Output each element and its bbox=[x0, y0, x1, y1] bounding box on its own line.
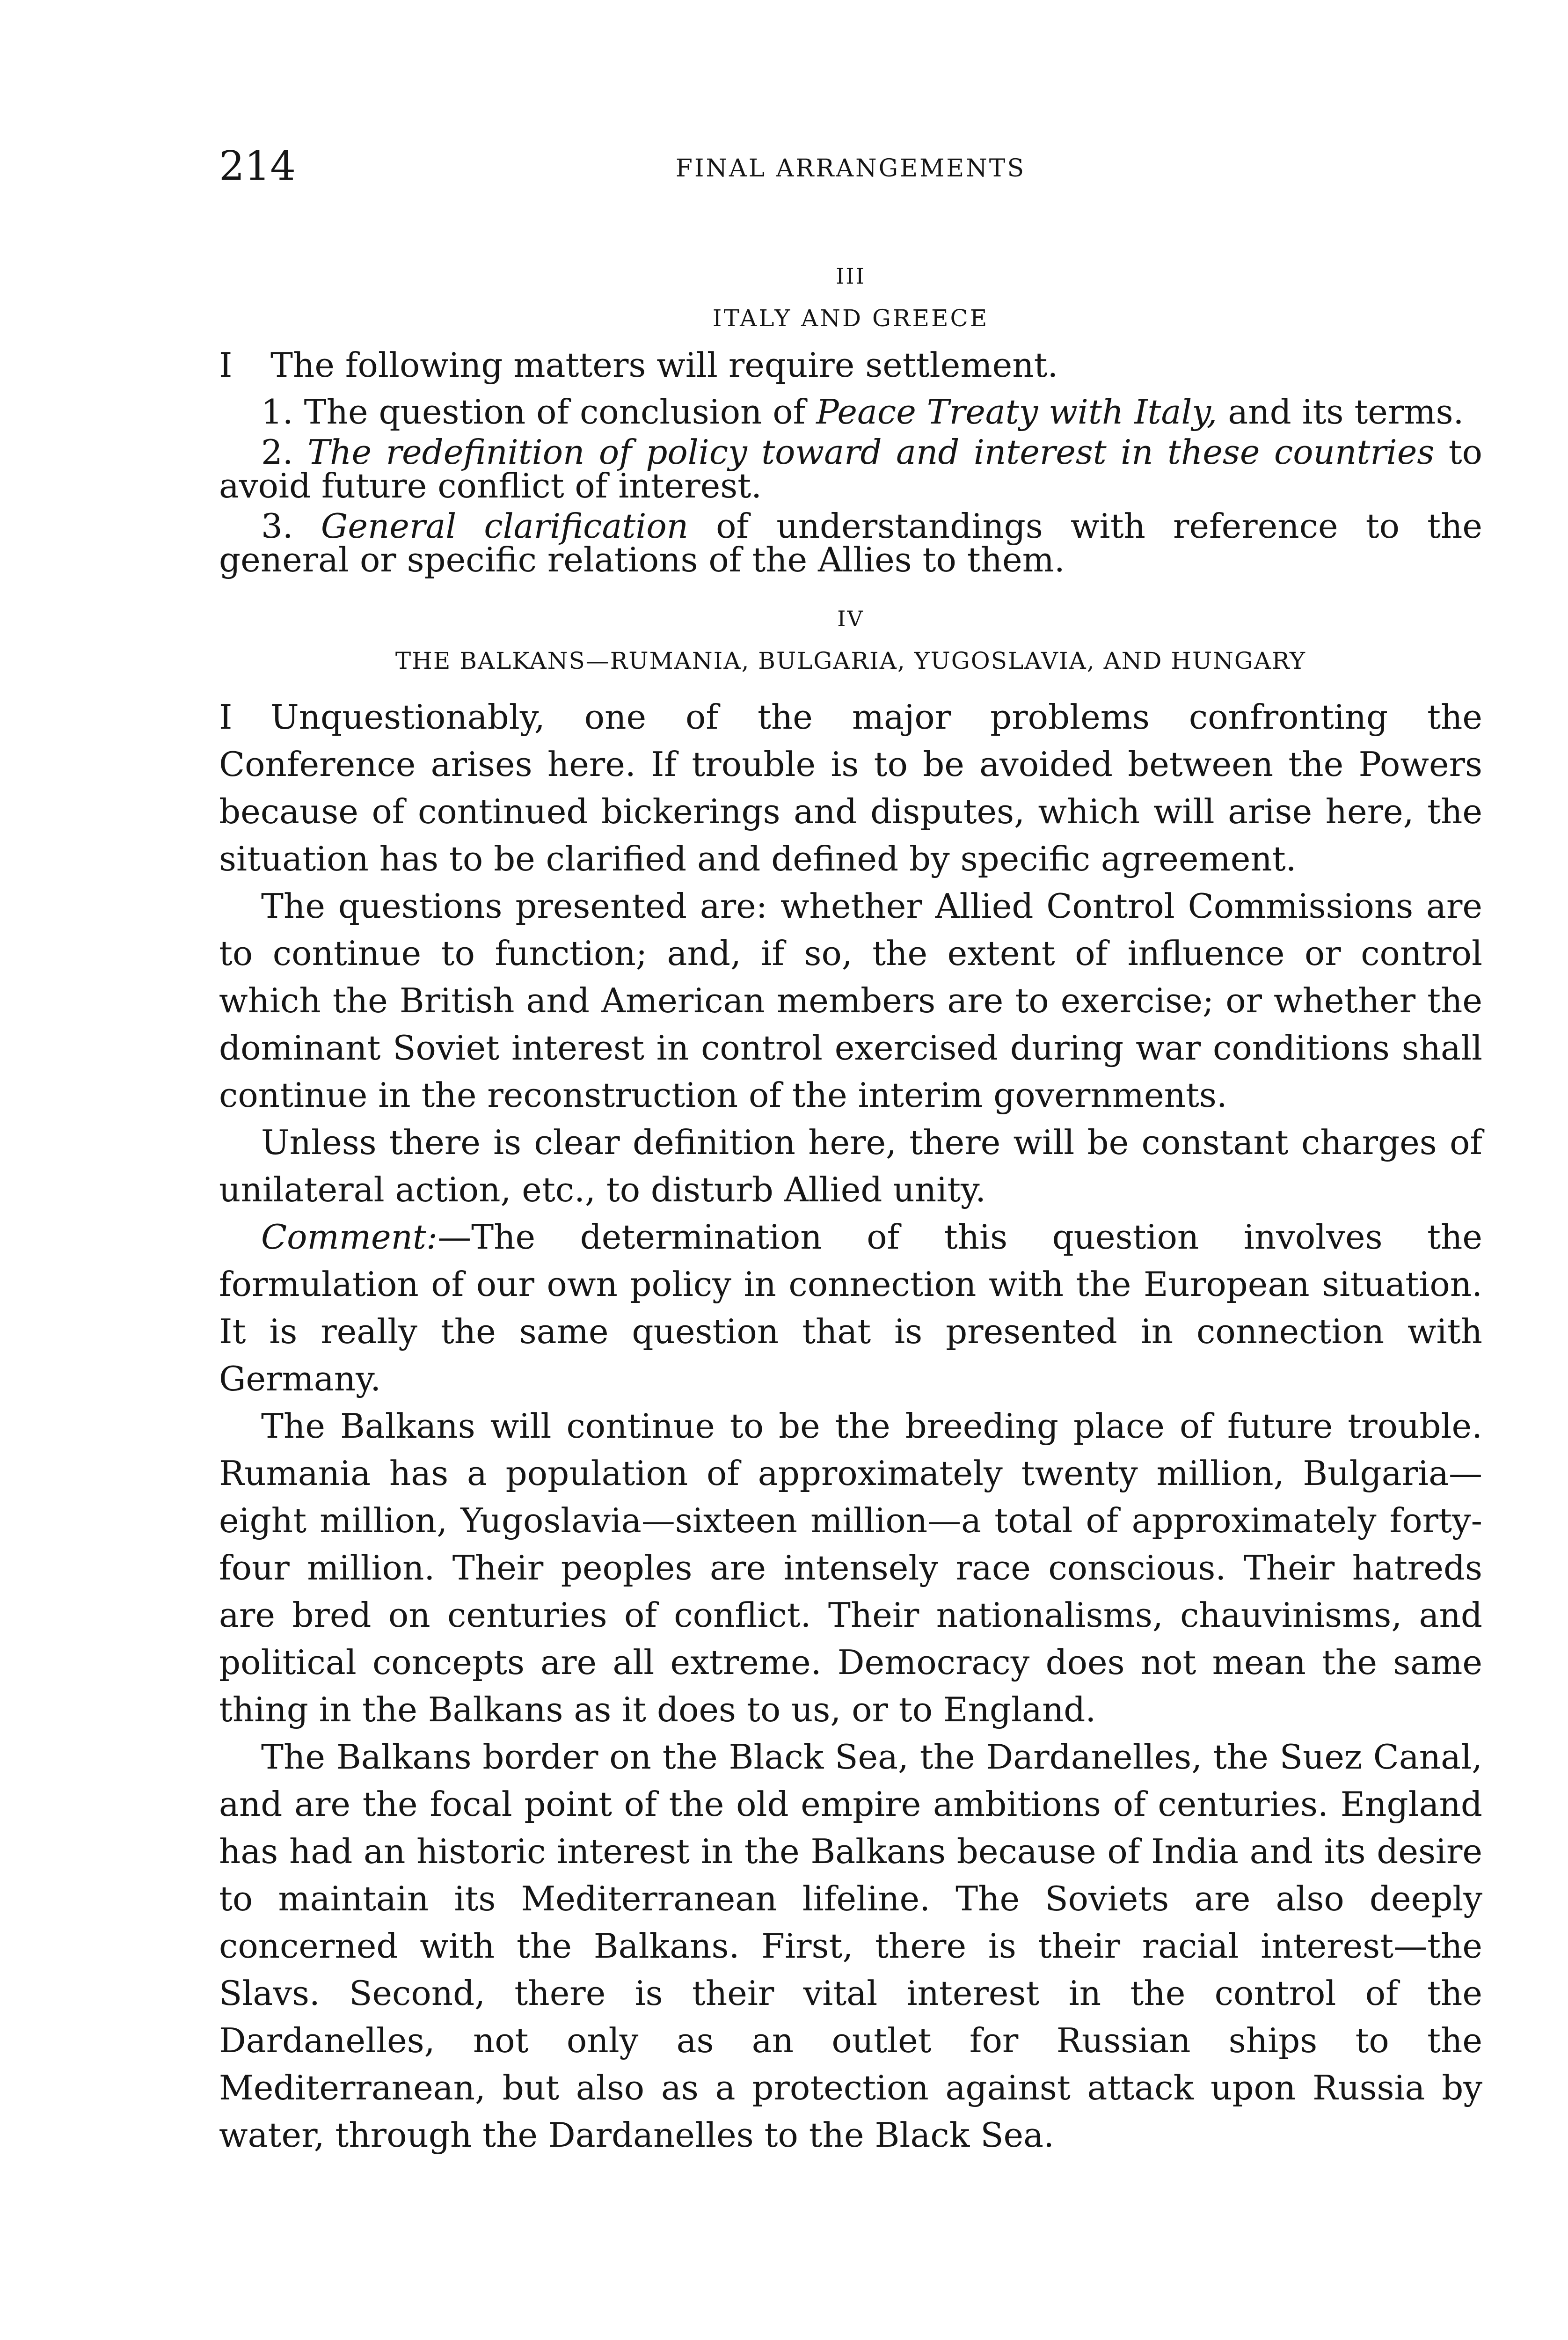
list-item: 2. The redefinition of policy toward and interest in these countries to avoid future conflict of interest. bbox=[219, 432, 1483, 505]
section-numeral: III bbox=[836, 263, 866, 289]
comment-label: Comment: bbox=[261, 1217, 438, 1257]
paragraph: The questions presented are: whether Allied Control Commissions are to continue to function; and, if so, the extent of influence or control which the British and American members are to exercise; or whether the dominant Soviet interest in control exercised during war conditions shall continue in the reconstruction of the interim governments. bbox=[219, 886, 1482, 1115]
intro-text: The following matters will require settlement. bbox=[270, 345, 1058, 385]
running-head bbox=[219, 140, 1482, 206]
list-item: 1. The question of conclusion of Peace Treaty with Italy, and its terms. bbox=[261, 392, 1464, 431]
section-numeral: IV bbox=[837, 606, 864, 631]
paragraph: The Balkans will continue to be the breeding place of future trouble. Rumania has a population of approximately twenty million, Bulgaria—eight million, Yugoslavia—sixteen million—a total of approximately forty-four million. Their peoples are intensely race conscious. Their hatreds are bred on centuries of conflict. Their nationalisms, chauvinisms, and political concepts are all extreme. Democracy does not mean the same thing in the Balkans as it does to us, or to England. bbox=[219, 1406, 1482, 1729]
book-page bbox=[219, 140, 1482, 2159]
section-intro bbox=[219, 342, 1482, 388]
paragraph: The Balkans border on the Black Sea, the Dardanelles, the Suez Canal, and are the focal point of the old empire ambitions of centuries. England has had an historic interest in the Balkans because of India and its desire to maintain its Mediterranean lifeline. The Soviets are also deeply concerned with the Balkans. First, there is their racial interest—the Slavs. Second, there is their vital interest in the control of the Dardanelles, not only as an outlet for Russian ships to the Mediterranean, but also as a protection against attack upon Russia by water, through the Dardanelles to the Black Sea. bbox=[219, 1737, 1482, 2155]
page-number: 214 bbox=[219, 143, 296, 190]
section-heading: THE BALKANS—RUMANIA, BULGARIA, YUGOSLAVIA, AND HUNGARY bbox=[395, 647, 1306, 674]
intro-numeral: I bbox=[219, 345, 233, 385]
paragraph: Unless there is clear definition here, there will be constant charges of unilateral action, etc., to disturb Allied unity. bbox=[219, 1123, 1482, 1209]
section-heading: ITALY AND GREECE bbox=[712, 305, 989, 332]
section-balkans bbox=[219, 600, 1482, 2159]
paragraph: I Unquestionably, one of the major problems confronting the Conference arises here. If trouble is to be avoided between the Powers because of continued bickerings and disputes, which will arise here, the situation has to be clarified and defined by specific agreement. bbox=[219, 694, 1482, 883]
section-italy-greece bbox=[219, 257, 1482, 577]
intro-numeral: I bbox=[219, 697, 233, 737]
running-title: FINAL ARRANGEMENTS bbox=[675, 154, 1026, 183]
comment-paragraph: Comment:—The determination of this question involves the formulation of our own policy in connection with the European situation. It is really the same question that is presented in connection with Germany. bbox=[219, 1217, 1482, 1398]
list-item: 3. General clarification of understandings with reference to the general or specific relations of the Allies to them. bbox=[219, 506, 1482, 579]
